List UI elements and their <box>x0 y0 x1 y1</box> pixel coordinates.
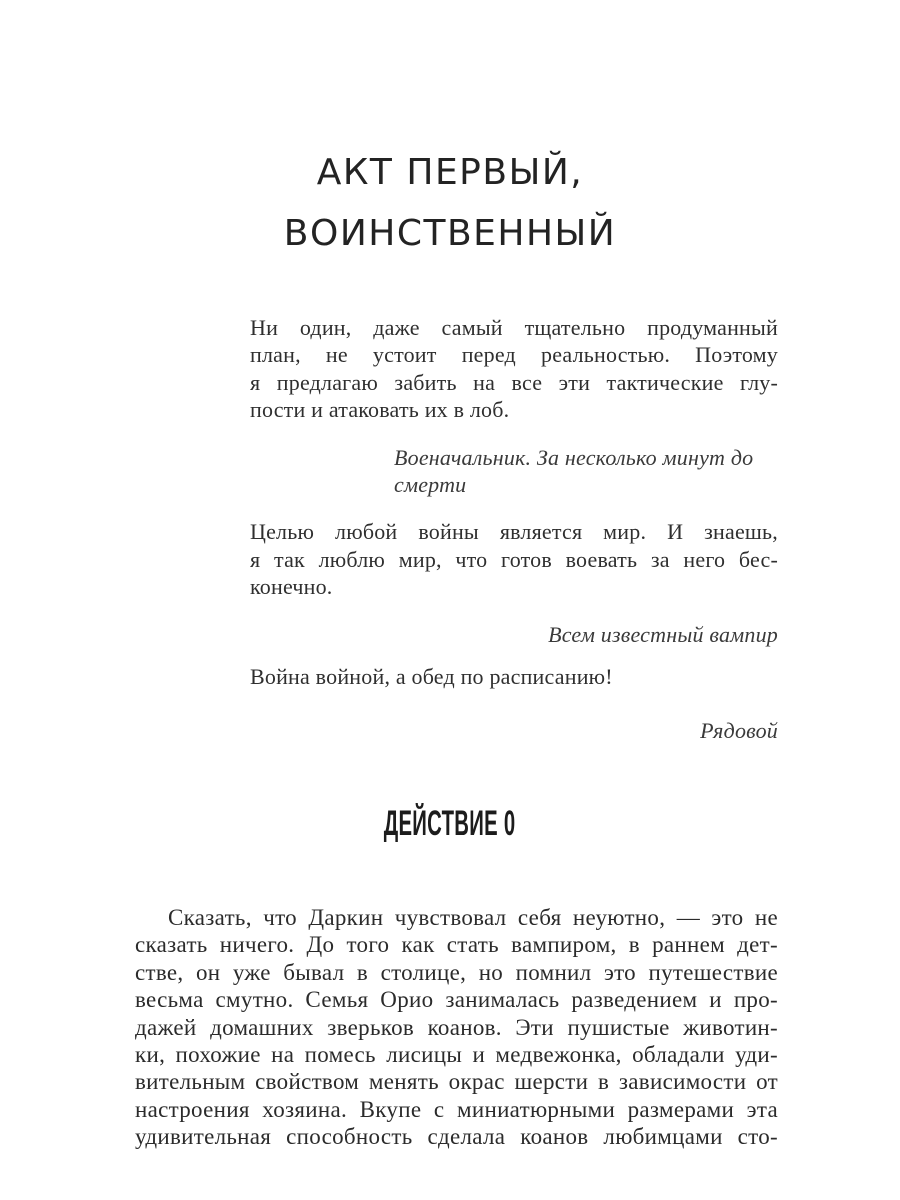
scene-heading <box>0 804 900 844</box>
attribution-3 <box>250 717 778 744</box>
epigraph-2 <box>250 518 778 600</box>
scene-heading-text: ДЕЙСТВИЕ 0 <box>384 803 516 843</box>
attribution-1 <box>250 444 778 499</box>
epigraph-1 <box>250 314 778 424</box>
epigraph-3-line-1: Война войной, а обед по расписанию! <box>250 664 613 690</box>
body-line-4: весьма смутно. Семья Орио занималась разведением и про- <box>135 987 778 1013</box>
body-paragraph <box>135 904 778 1151</box>
epigraph-section <box>250 314 778 745</box>
body-line-3: стве, он уже бывал в столице, но помнил это путешествие <box>135 959 778 985</box>
attribution-2-line-1: Всем известный вампир <box>548 621 778 647</box>
epigraph-2-line-2: я так люблю мир, что готов воевать за него бес- <box>250 546 778 572</box>
body-line-8: настроения хозяина. Вкупе с миниатюрными размерами эта <box>135 1096 778 1122</box>
act-title-line-2: ВОИНСТВЕННЫЙ <box>283 213 617 254</box>
act-title-line-1: АКТ ПЕРВЫЙ, <box>316 152 584 193</box>
epigraph-2-line-3: конечно. <box>250 574 333 600</box>
attribution-2 <box>250 621 778 648</box>
attribution-3-line-1: Рядовой <box>700 718 778 744</box>
body-line-6: ки, похожие на помесь лисицы и медвежонка, обладали уди- <box>135 1041 778 1067</box>
act-title <box>0 0 900 264</box>
body-line-1: Сказать, что Даркин чувствовал себя неуютно, — это не <box>168 904 778 930</box>
body-line-9: удивительная способность сделала коанов любимцами сто- <box>135 1124 778 1150</box>
body-line-7: вительным свойством менять окрас шерсти в зависимости от <box>135 1069 778 1095</box>
epigraph-1-line-1: Ни один, даже самый тщательно продуманный <box>250 315 778 340</box>
body-line-5: дажей домашних зверьков коанов. Эти пушистые животин- <box>135 1014 778 1040</box>
epigraph-1-line-2: план, не устоит перед реальностью. Поэтому <box>250 342 778 368</box>
attribution-1-line-1: Военачальник. За несколько минут до <box>394 444 754 470</box>
epigraph-1-line-4: пости и атаковать их в лоб. <box>250 397 510 423</box>
attribution-1-line-2: смерти <box>394 472 467 498</box>
epigraph-1-line-3: я предлагаю забить на все эти тактические глу- <box>250 369 778 395</box>
body-line-2: сказать ничего. До того как стать вампиром, в раннем дет- <box>135 932 778 958</box>
epigraph-2-line-1: Целью любой войны является мир. И знаешь, <box>250 519 778 545</box>
epigraph-3 <box>250 663 778 690</box>
